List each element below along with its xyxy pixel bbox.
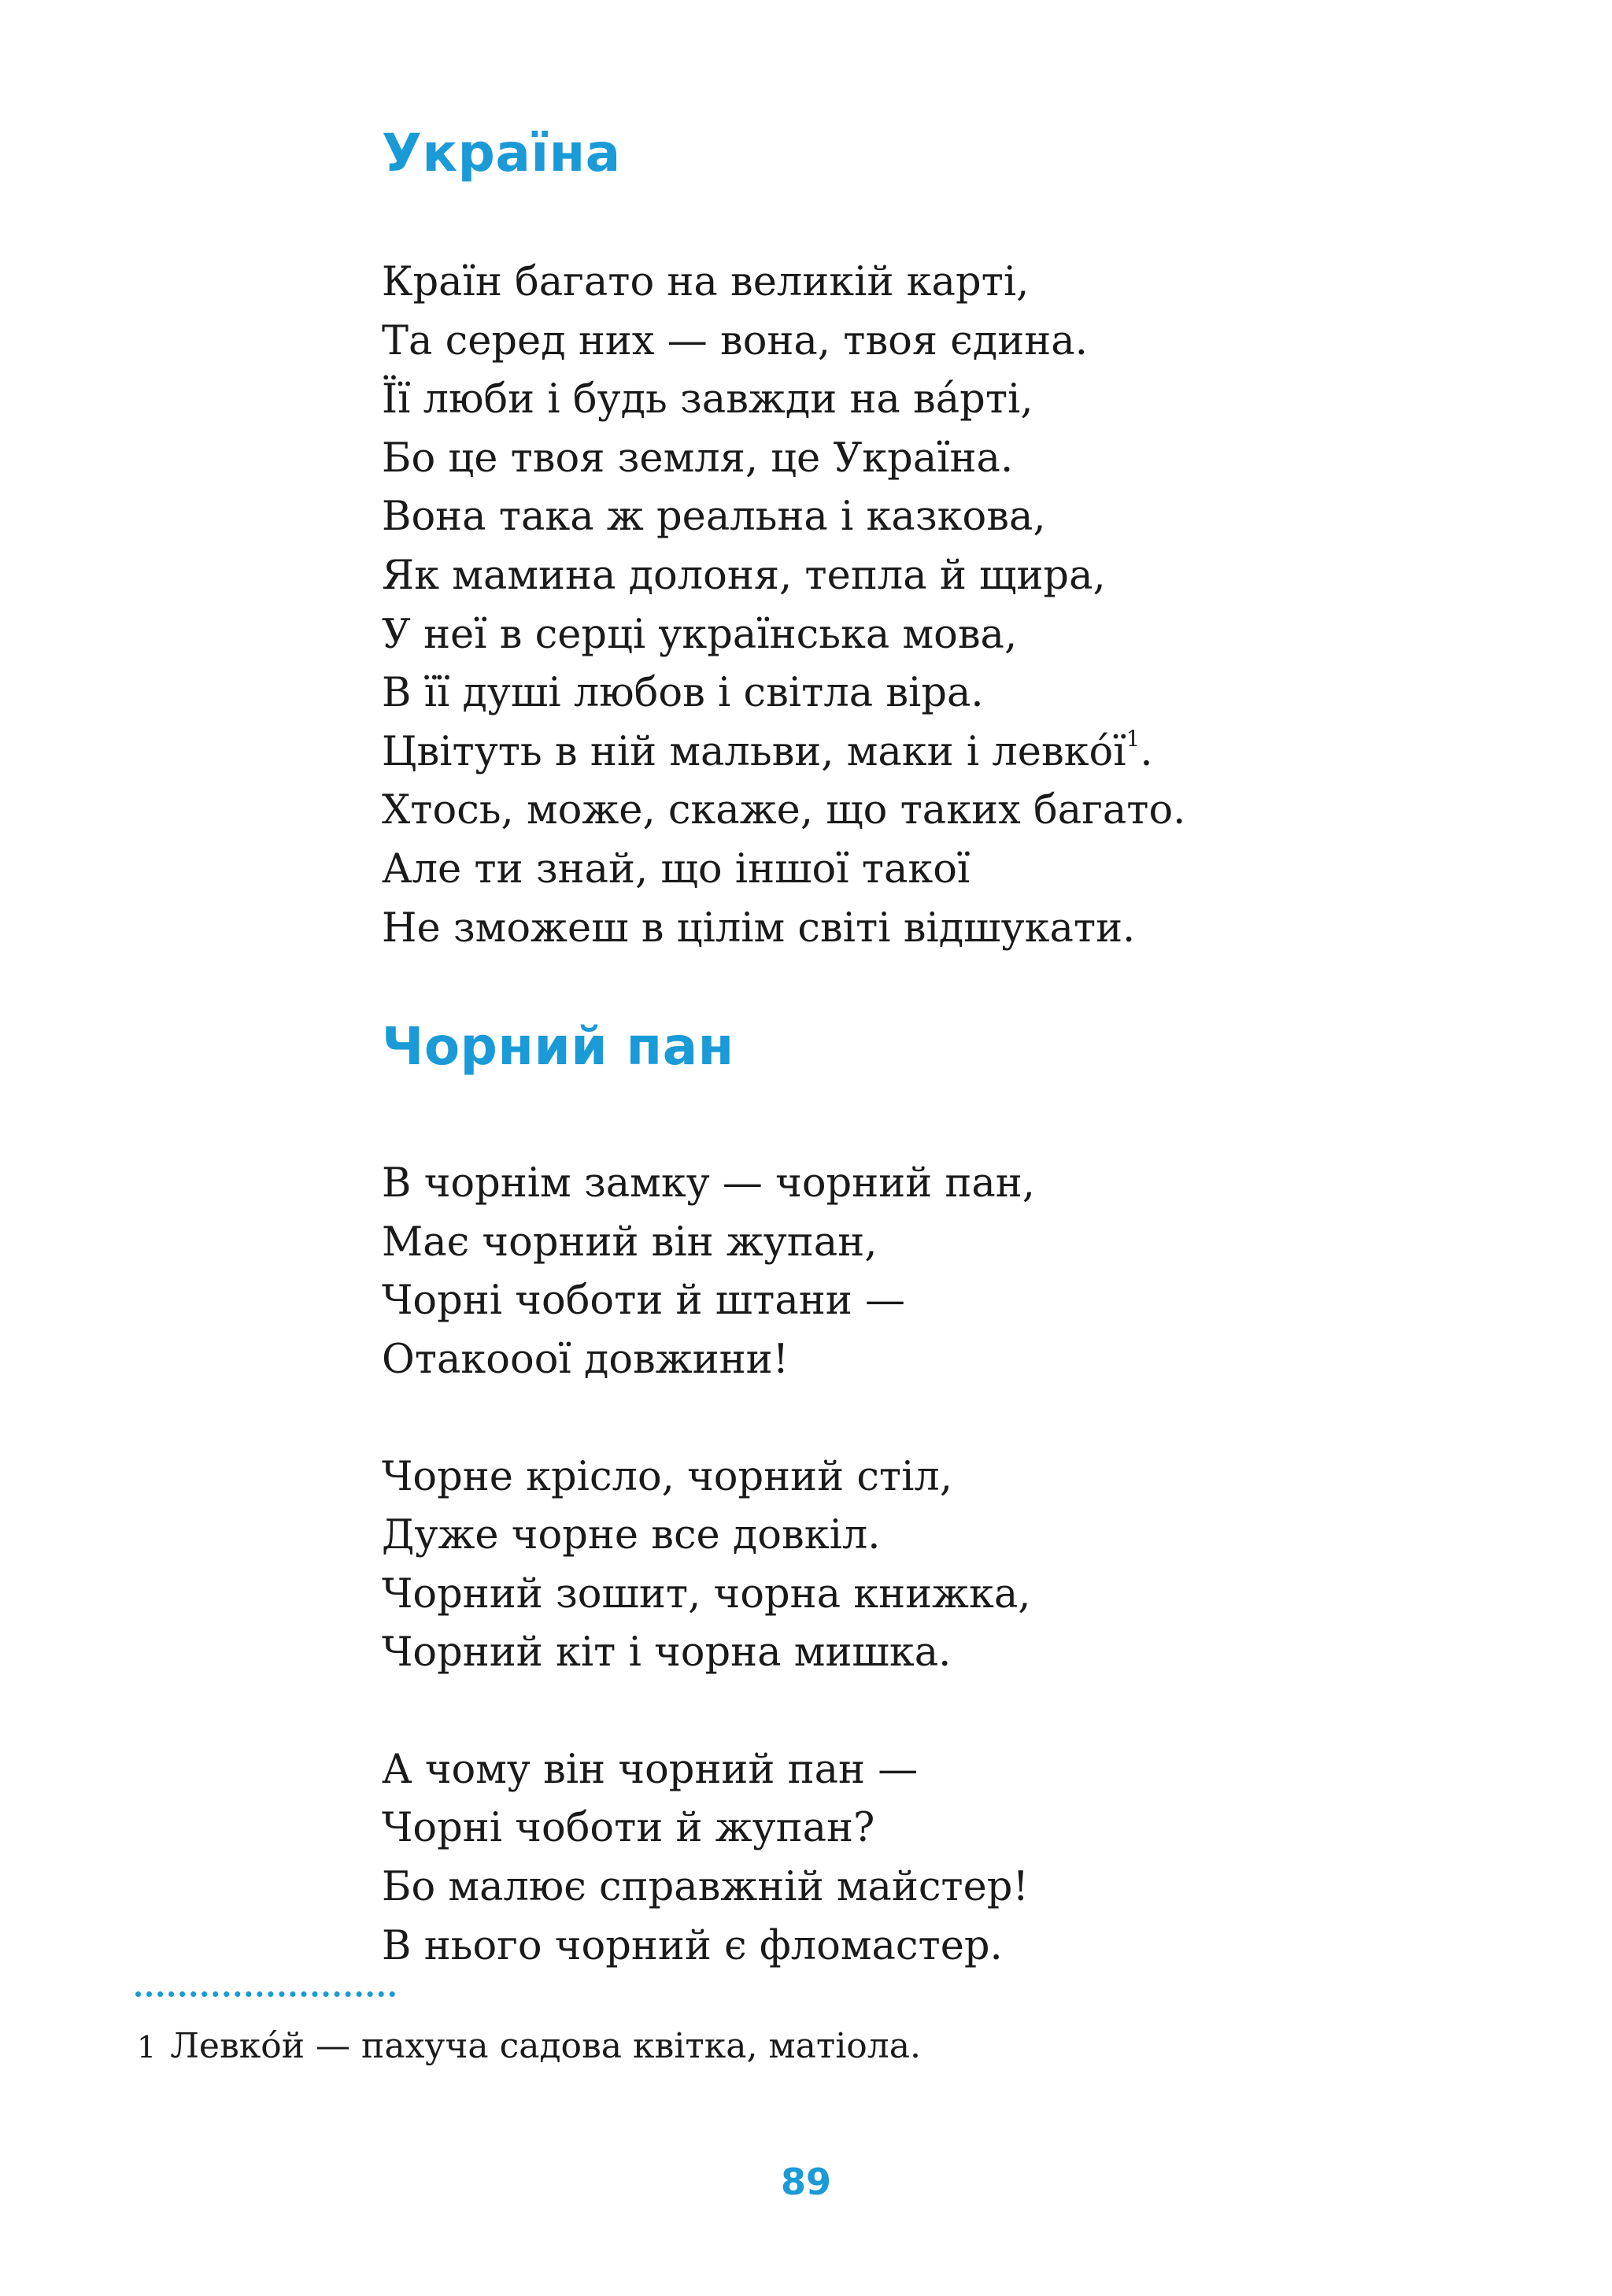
poem-line: Бо це твоя земля, це Україна. xyxy=(382,434,1014,482)
poem-line-end: . xyxy=(1140,728,1153,775)
page-number: 89 xyxy=(780,2161,831,2203)
poem-line: Не зможеш в цілім світі відшукати. xyxy=(382,904,1136,952)
poem-line: У неї в серці українська мова, xyxy=(382,611,1018,658)
poem-line: Чорні чоботи й штани — xyxy=(382,1277,905,1325)
poem-chornyi-pan-stanza-1 xyxy=(382,1155,1484,1389)
poem-line: Хтось, може, скаже, що таких багато. xyxy=(382,787,1186,834)
footnote-separator xyxy=(135,1991,395,1997)
poem-line: А чому він чорний пан — xyxy=(382,1746,919,1793)
poem-line: Країн багато на великій карті, xyxy=(382,259,1030,305)
poem-line: В чорнім замку — чорний пан, xyxy=(382,1160,1035,1207)
poem-line: В нього чорний є фломастер. xyxy=(382,1922,1003,1969)
poem-line: Чорні чоботи й жупан? xyxy=(382,1805,875,1852)
poem-ukraina-stanza xyxy=(382,253,1484,958)
poem-chornyi-pan-stanza-3 xyxy=(382,1741,1484,1976)
poem-line: Отакооої довжини! xyxy=(382,1336,789,1383)
footnote-number: 1 xyxy=(137,2030,157,2065)
poem-line: Дуже чорне все довкіл. xyxy=(382,1512,881,1559)
footnote xyxy=(137,2021,921,2072)
poem-line: Має чорний він жупан, xyxy=(382,1218,878,1266)
poem-line: В її душі любов і світла віра. xyxy=(382,670,984,717)
footnote-text: Левко́й — пахуча садова квітка, матіола. xyxy=(170,2026,921,2066)
page-content xyxy=(382,110,1484,1976)
poem-line: Її люби і будь завжди на ва́рті, xyxy=(382,376,1033,423)
poem-line: Та серед них — вона, твоя єдина. xyxy=(382,317,1088,364)
poem-line: Чорне крісло, чорний стіл, xyxy=(382,1453,953,1500)
poem-line-text: Цвітуть в ній мальви, маки і левко́ї xyxy=(382,728,1126,775)
poem-line: Як мамина долоня, тепла й щира, xyxy=(382,552,1106,599)
poem-line: Бо малює справжній майстер! xyxy=(382,1864,1029,1911)
poem-line: Вона така ж реальна і казкова, xyxy=(382,494,1046,541)
poem-line: Чорний кіт і чорна мишка. xyxy=(382,1629,952,1677)
poem-line: Але ти знай, що іншої такої xyxy=(382,845,971,893)
poem-title-ukraina: Україна xyxy=(382,123,621,183)
poem-chornyi-pan-stanza-2 xyxy=(382,1448,1484,1683)
poem-line-with-footnote xyxy=(382,723,1484,782)
poem-title-chornyi-pan: Чорний пан xyxy=(382,1016,734,1078)
poem-line: Чорний зошит, чорна книжка, xyxy=(382,1570,1031,1618)
footnote-reference[interactable]: 1 xyxy=(1126,725,1141,752)
